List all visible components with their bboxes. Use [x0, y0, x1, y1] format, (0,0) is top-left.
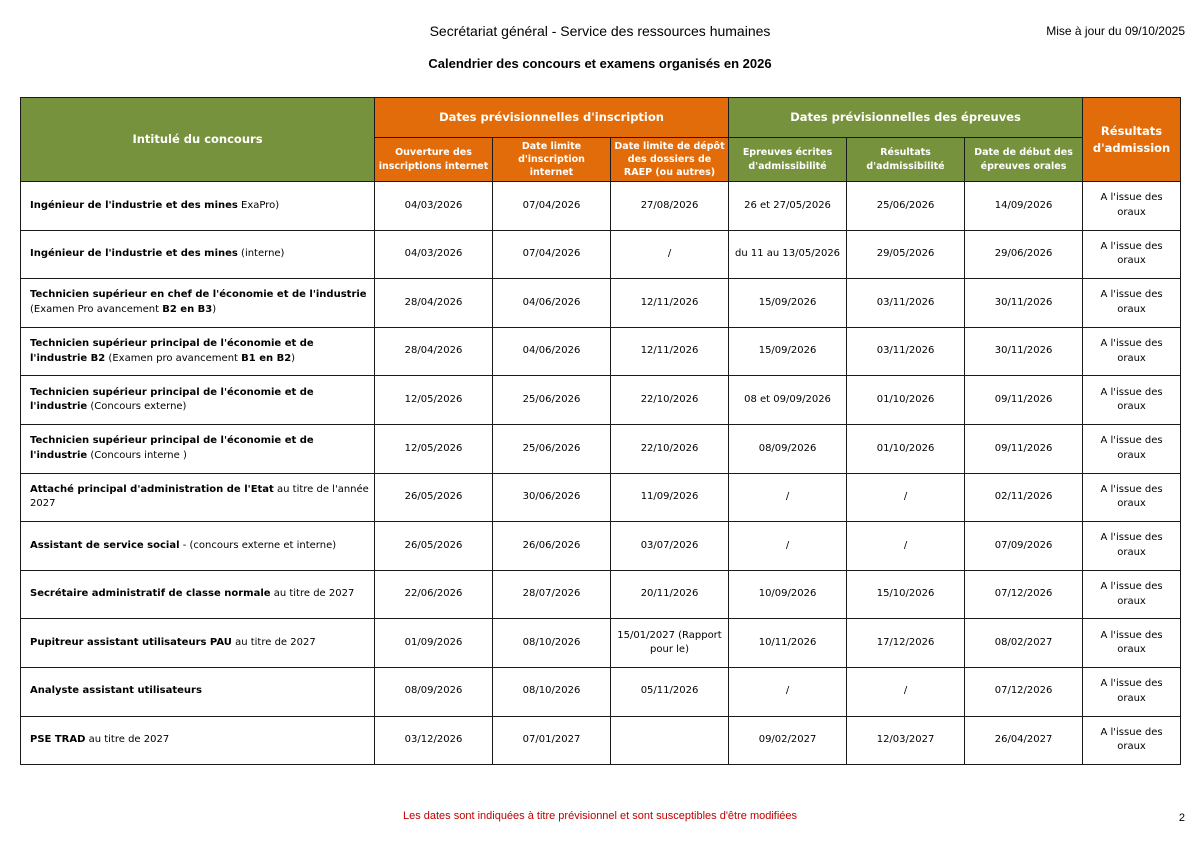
- table-cell: 29/06/2026: [965, 230, 1083, 279]
- table-cell: 26/05/2026: [375, 473, 493, 522]
- concours-name-part: au titre de l'année 2027: [30, 483, 369, 510]
- table-cell: /: [729, 473, 847, 522]
- table-cell: /: [847, 473, 965, 522]
- col-header-ecrites: Epreuves écrites d'admissibilité: [729, 138, 847, 182]
- table-cell: 04/03/2026: [375, 230, 493, 279]
- table-cell: 01/10/2026: [847, 376, 965, 425]
- table-cell: 15/09/2026: [729, 327, 847, 376]
- col-header-oraux: Date de début des épreuves orales: [965, 138, 1083, 182]
- table-cell: /: [729, 667, 847, 716]
- concours-name: [21, 327, 375, 376]
- concours-name: [21, 667, 375, 716]
- table-row: [21, 424, 1181, 473]
- table-cell: 04/03/2026: [375, 182, 493, 231]
- concours-name-part: au titre de 2027: [231, 636, 316, 648]
- concours-name-part: Technicien supérieur principal de l'économie et de l'industrie: [30, 386, 314, 413]
- table-cell: 01/09/2026: [375, 619, 493, 668]
- concours-name-part: Technicien supérieur en chef de l'économie et de l'industrie: [30, 289, 367, 301]
- table-body: [21, 182, 1181, 765]
- table-cell: 12/11/2026: [611, 279, 729, 328]
- table-row: [21, 667, 1181, 716]
- table-cell: A l'issue des oraux: [1083, 473, 1181, 522]
- table-row: [21, 182, 1181, 231]
- table-cell: A l'issue des oraux: [1083, 716, 1181, 765]
- page-number: 2: [1178, 812, 1185, 824]
- table-cell: 03/12/2026: [375, 716, 493, 765]
- concours-name-part: ): [291, 352, 296, 364]
- table-cell: 08/09/2026: [375, 667, 493, 716]
- table-cell: A l'issue des oraux: [1083, 182, 1181, 231]
- table-row: [21, 376, 1181, 425]
- col-header-name: Intitulé du concours: [21, 98, 375, 182]
- concours-name-part: au titre de 2027: [85, 734, 170, 746]
- table-cell: 11/09/2026: [611, 473, 729, 522]
- table-cell: 12/11/2026: [611, 327, 729, 376]
- table-cell: 04/06/2026: [493, 279, 611, 328]
- concours-name: [21, 570, 375, 619]
- concours-name: [21, 522, 375, 571]
- table-cell: 08/10/2026: [493, 619, 611, 668]
- table-cell: 03/11/2026: [847, 279, 965, 328]
- concours-name-part: (Concours externe): [87, 401, 187, 413]
- table-cell: 12/05/2026: [375, 424, 493, 473]
- table-cell: /: [611, 230, 729, 279]
- concours-name-part: B1 en B2: [241, 352, 292, 364]
- table-cell: 22/06/2026: [375, 570, 493, 619]
- table-cell: 26/06/2026: [493, 522, 611, 571]
- table-cell: 20/11/2026: [611, 570, 729, 619]
- concours-name-part: au titre de 2027: [270, 588, 355, 600]
- table-cell: 25/06/2026: [493, 376, 611, 425]
- concours-name-part: (Concours interne ): [87, 449, 187, 461]
- table-cell: du 11 au 13/05/2026: [729, 230, 847, 279]
- concours-name-part: (Examen Pro avancement: [30, 303, 163, 315]
- concours-name: [21, 230, 375, 279]
- table-cell: 28/04/2026: [375, 327, 493, 376]
- table-cell: 04/06/2026: [493, 327, 611, 376]
- footnote: Les dates sont indiquées à titre prévisionnel et sont susceptibles d'être modifiées: [402, 810, 798, 822]
- table-cell: 02/11/2026: [965, 473, 1083, 522]
- concours-name: [21, 473, 375, 522]
- exam-calendar-table: [20, 97, 1181, 765]
- table-cell: 17/12/2026: [847, 619, 965, 668]
- table-cell: 29/05/2026: [847, 230, 965, 279]
- table-cell: 08/02/2027: [965, 619, 1083, 668]
- table-cell: 28/04/2026: [375, 279, 493, 328]
- table-cell: 07/09/2026: [965, 522, 1083, 571]
- concours-name-part: B2 en B3: [162, 303, 213, 315]
- col-header-date-limite: Date limite d'inscription internet: [493, 138, 611, 182]
- concours-name: [21, 182, 375, 231]
- table-cell: 22/10/2026: [611, 424, 729, 473]
- table-cell: 12/05/2026: [375, 376, 493, 425]
- table-cell: /: [847, 667, 965, 716]
- table-cell: 07/12/2026: [965, 570, 1083, 619]
- concours-name-part: (Examen pro avancement: [105, 352, 242, 364]
- table-cell: 08/09/2026: [729, 424, 847, 473]
- table-cell: 14/09/2026: [965, 182, 1083, 231]
- table-cell: A l'issue des oraux: [1083, 279, 1181, 328]
- group-header-inscription: Dates prévisionnelles d'inscription: [375, 98, 729, 138]
- concours-name: [21, 279, 375, 328]
- table-cell: 12/03/2027: [847, 716, 965, 765]
- table-cell: A l'issue des oraux: [1083, 327, 1181, 376]
- table-cell: 10/11/2026: [729, 619, 847, 668]
- concours-name-part: ExaPro): [237, 199, 280, 211]
- table-cell: 03/07/2026: [611, 522, 729, 571]
- table-cell: A l'issue des oraux: [1083, 424, 1181, 473]
- table-cell: 25/06/2026: [493, 424, 611, 473]
- header-title: Secrétariat général - Service des ressources humaines: [429, 23, 771, 39]
- concours-name: [21, 376, 375, 425]
- table-cell: 09/11/2026: [965, 376, 1083, 425]
- table-cell: 26/04/2027: [965, 716, 1083, 765]
- table-cell: 10/09/2026: [729, 570, 847, 619]
- table-cell: 07/01/2027: [493, 716, 611, 765]
- table-cell: 25/06/2026: [847, 182, 965, 231]
- table-cell: 15/10/2026: [847, 570, 965, 619]
- table-cell: 07/12/2026: [965, 667, 1083, 716]
- concours-name: [21, 424, 375, 473]
- table-cell: 30/06/2026: [493, 473, 611, 522]
- concours-name-part: Technicien supérieur principal de l'économie et de l'industrie: [30, 435, 314, 461]
- table-cell: A l'issue des oraux: [1083, 667, 1181, 716]
- table-row: [21, 716, 1181, 765]
- table-row: [21, 279, 1181, 328]
- table-cell: [611, 716, 729, 765]
- concours-name-part: Pupitreur assistant utilisateurs PAU: [30, 636, 232, 648]
- table-row: [21, 522, 1181, 571]
- table-cell: 27/08/2026: [611, 182, 729, 231]
- table-cell: 15/01/2027 (Rapport pour le): [611, 619, 729, 668]
- table-cell: A l'issue des oraux: [1083, 230, 1181, 279]
- col-header-raep: Date limite de dépôt des dossiers de RAEP (ou autres): [611, 138, 729, 182]
- table-row: [21, 619, 1181, 668]
- table-cell: 26 et 27/05/2026: [729, 182, 847, 231]
- concours-name-part: PSE TRAD: [30, 734, 86, 746]
- table-cell: 30/11/2026: [965, 279, 1083, 328]
- concours-name-part: Assistant de service social: [30, 539, 180, 551]
- concours-name-part: Technicien supérieur principal de l'économie et de l'industrie B2: [30, 338, 314, 364]
- table-cell: 22/10/2026: [611, 376, 729, 425]
- concours-name-part: (interne): [237, 248, 285, 260]
- concours-name-part: Ingénieur de l'industrie et des mines: [30, 248, 238, 260]
- update-date: Mise à jour du 09/10/2025: [1046, 24, 1185, 38]
- col-header-resultats: Résultats d'admission: [1083, 98, 1181, 182]
- table-row: [21, 570, 1181, 619]
- document-title: Calendrier des concours et examens organisés en 2026: [428, 56, 772, 71]
- table-cell: 09/02/2027: [729, 716, 847, 765]
- col-header-ouverture: Ouverture des inscriptions internet: [375, 138, 493, 182]
- table-row: [21, 230, 1181, 279]
- table-cell: /: [729, 522, 847, 571]
- table-cell: 03/11/2026: [847, 327, 965, 376]
- table-cell: 08 et 09/09/2026: [729, 376, 847, 425]
- table-row: [21, 473, 1181, 522]
- table-cell: 05/11/2026: [611, 667, 729, 716]
- table-cell: 07/04/2026: [493, 230, 611, 279]
- col-header-admissibilite: Résultats d'admissibilité: [847, 138, 965, 182]
- table-cell: 30/11/2026: [965, 327, 1083, 376]
- table-cell: A l'issue des oraux: [1083, 522, 1181, 571]
- concours-name-part: - (concours externe et interne): [179, 539, 337, 551]
- table-cell: 08/10/2026: [493, 667, 611, 716]
- concours-name-part: Attaché principal d'administration de l'Etat: [30, 483, 274, 495]
- concours-name-part: Ingénieur de l'industrie et des mines: [30, 199, 238, 211]
- table-cell: A l'issue des oraux: [1083, 570, 1181, 619]
- table-row: [21, 327, 1181, 376]
- concours-name: [21, 716, 375, 765]
- table-cell: A l'issue des oraux: [1083, 619, 1181, 668]
- concours-name-part: Secrétaire administratif de classe normale: [30, 588, 271, 600]
- table-cell: /: [847, 522, 965, 571]
- concours-name-part: ): [212, 303, 217, 315]
- concours-name: [21, 619, 375, 668]
- table-cell: 28/07/2026: [493, 570, 611, 619]
- table-cell: 07/04/2026: [493, 182, 611, 231]
- table-cell: 01/10/2026: [847, 424, 965, 473]
- table-cell: 26/05/2026: [375, 522, 493, 571]
- table-cell: 15/09/2026: [729, 279, 847, 328]
- group-header-epreuves: Dates prévisionnelles des épreuves: [729, 98, 1083, 138]
- table-cell: 09/11/2026: [965, 424, 1083, 473]
- concours-name-part: Analyste assistant utilisateurs: [30, 685, 202, 697]
- table-cell: A l'issue des oraux: [1083, 376, 1181, 425]
